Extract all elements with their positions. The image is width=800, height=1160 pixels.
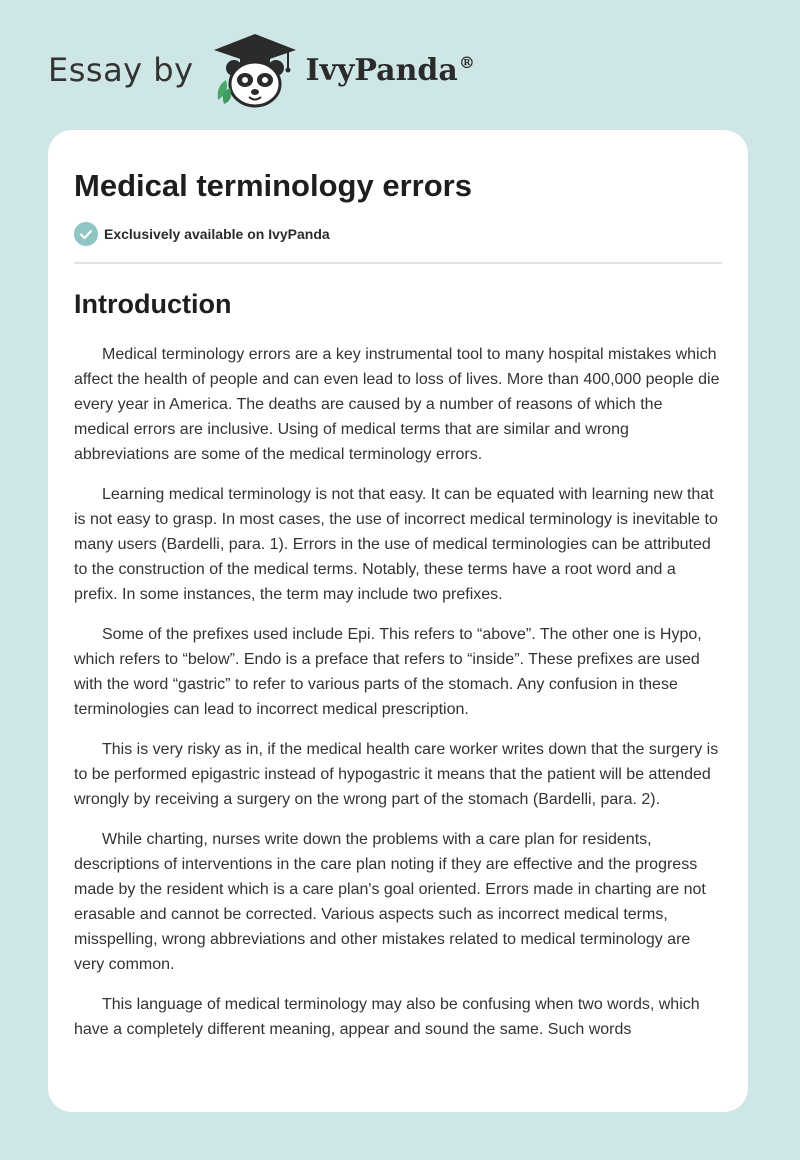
check-icon: [74, 222, 98, 246]
essay-card: [48, 130, 748, 1112]
badge-label: Exclusively available on IvyPanda: [104, 226, 330, 242]
paragraph: While charting, nurses write down the problems with a care plan for residents, descriptions of interventions in the care plan noting if they are effective and the progress made by the resident which is a care plan's goal oriented. Errors made in charting are not erasable and cannot be corrected. Various aspects such as incorrect medical terms, misspelling, wrong abbreviations and other mistakes related to medical terminology are very common.: [74, 831, 706, 973]
paragraph: Some of the prefixes used include Epi. This refers to “above”. The other one is Hypo, which refers to “below”. Endo is a preface that refers to “inside”. These prefixes are used with the word “gastric” to refer to various parts of the stomach. Any confusion in these terminologies can lead to incorrect medical prescription.: [74, 626, 702, 718]
divider: [74, 262, 722, 264]
panda-logo-icon[interactable]: [210, 30, 300, 110]
paragraph: Learning medical terminology is not that easy. It can be equated with learning new that is not easy to grasp. In most cases, the use of incorrect medical terminology is inevitable to many users (Bardelli, para. 1). Errors in the use of medical terminologies can be attributed to the construction of the medical terms. Notably, these terms have a root word and a prefix. In some instances, the term may include two prefixes.: [74, 486, 718, 603]
brand-name[interactable]: IvyPanda®: [305, 52, 475, 88]
exclusive-badge: [74, 222, 722, 246]
paragraph: Medical terminology errors are a key instrumental tool to many hospital mistakes which affect the health of people and can even lead to loss of lives. More than 400,000 people die every year in America. The deaths are caused by a number of reasons of which the medical errors are inclusive. Using of medical terms that are similar and wrong abbreviations are some of the medical terminology errors.: [74, 346, 720, 463]
essay-by-label: Essay by: [48, 51, 194, 89]
paragraph: This language of medical terminology may also be confusing when two words, which have a completely different meaning, appear and sound the same. Such words: [74, 996, 700, 1038]
site-header: [48, 30, 475, 110]
page-title: Medical terminology errors: [74, 168, 472, 203]
paragraph: This is very risky as in, if the medical health care worker writes down that the surgery is to be performed epigastric instead of hypogastric it means that the patient will be attended wrongly by receiving a surgery on the wrong part of the stomach (Bardelli, para. 2).: [74, 741, 719, 808]
registered-mark: ®: [458, 52, 475, 72]
section-heading: Introduction: [74, 289, 232, 319]
